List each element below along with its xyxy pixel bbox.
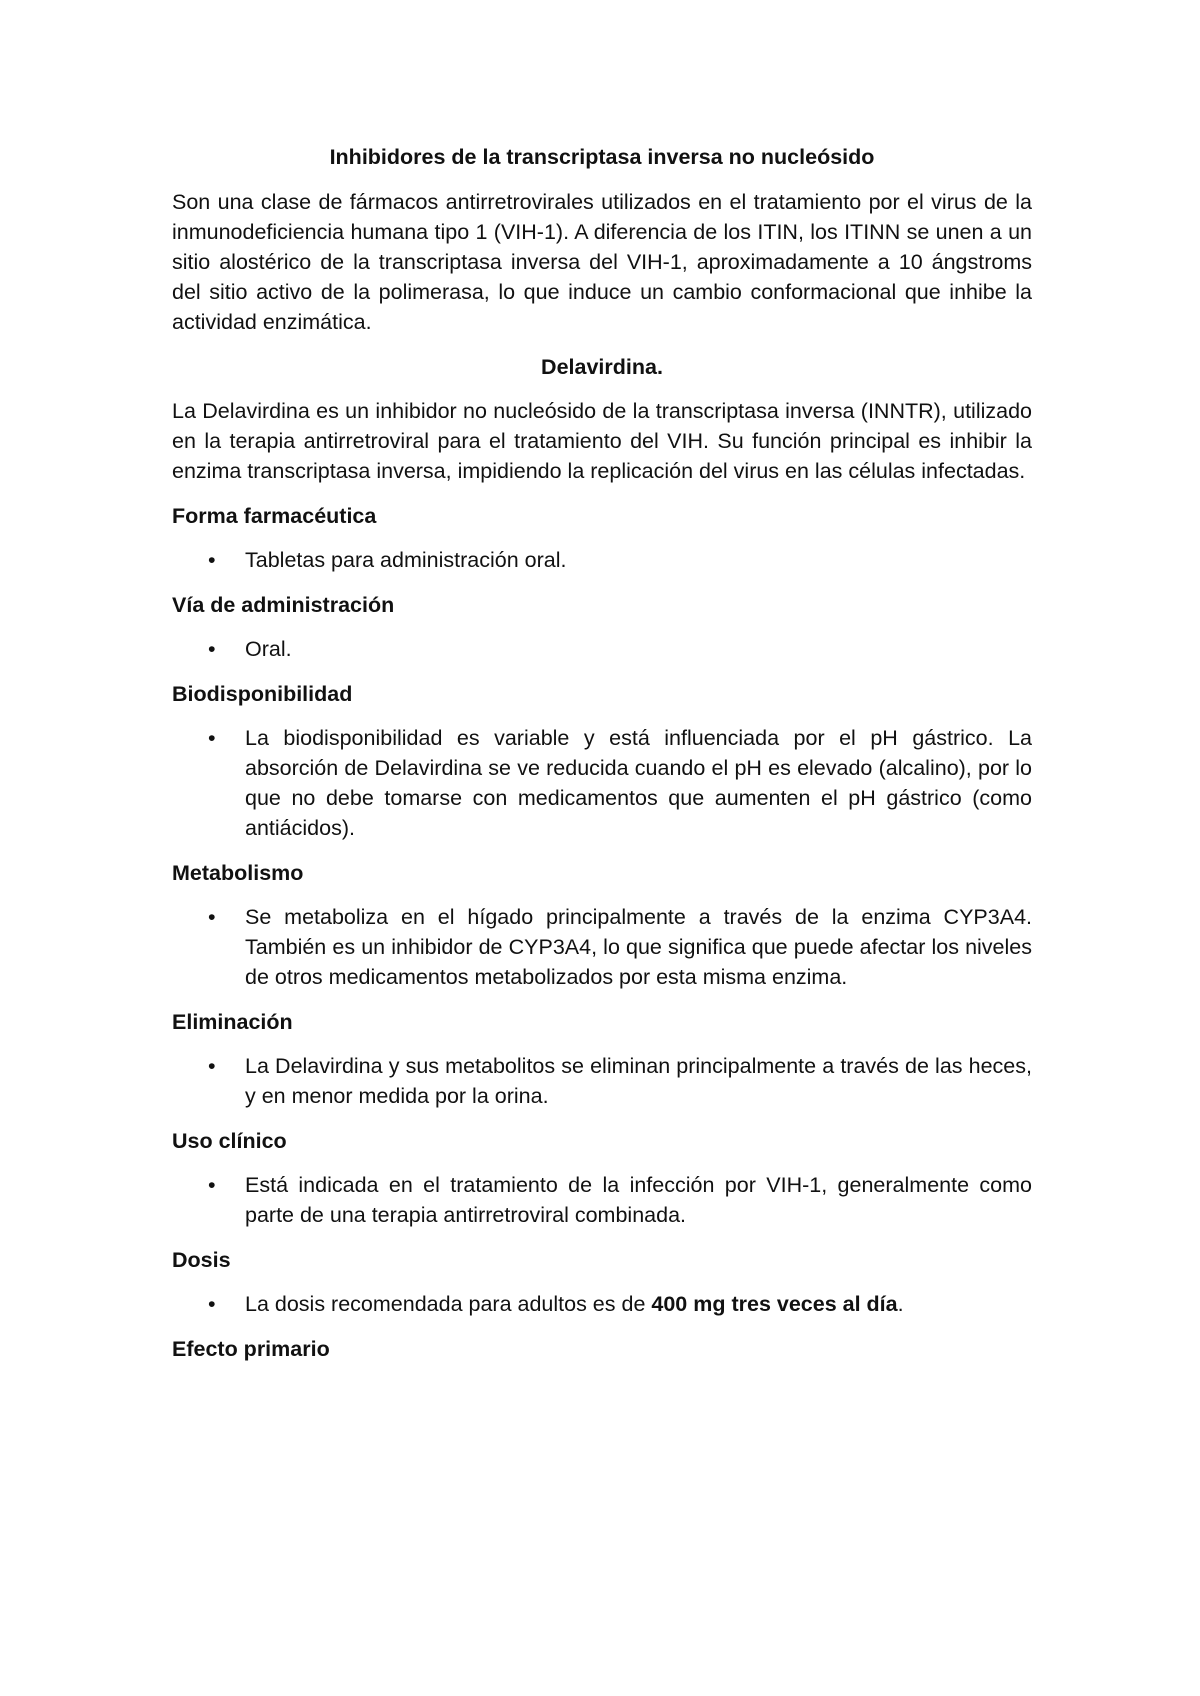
bullet-item [172, 634, 1032, 664]
bullet-icon: • [208, 726, 216, 750]
bullet-list [172, 634, 1032, 664]
drug-title: Delavirdina. [541, 355, 663, 379]
bullet-list [172, 902, 1032, 992]
bullet-text: Tabletas para administración oral. [245, 548, 567, 572]
section-heading-dosis: Dosis [172, 1248, 231, 1272]
section-heading-metabolismo: Metabolismo [172, 861, 304, 885]
bullet-icon: • [208, 1173, 216, 1197]
bullet-text [245, 1292, 904, 1316]
bullet-text: Se metaboliza en el hígado principalmente a través de la enzima CYP3A4. También es un inhibidor de CYP3A4, lo que significa que puede afectar los niveles de otros medicamentos metabolizados por esta misma enzima. [245, 905, 1032, 989]
bullet-list [172, 545, 1032, 575]
document-title: Inhibidores de la transcriptasa inversa no nucleósido [329, 145, 875, 169]
section-heading-biodisponibilidad: Biodisponibilidad [172, 682, 353, 706]
section-heading-uso-clinico: Uso clínico [172, 1129, 287, 1153]
bullet-text: Está indicada en el tratamiento de la infección por VIH-1, generalmente como parte de una terapia antirretroviral combinada. [245, 1173, 1032, 1227]
bullet-list [172, 723, 1032, 843]
bullet-text: Oral. [245, 637, 292, 661]
dose-text-prefix: La dosis recomendada para adultos es de [245, 1292, 652, 1316]
bullet-item [172, 1051, 1032, 1111]
bullet-icon: • [208, 548, 216, 572]
bullet-item [172, 902, 1032, 992]
bullet-list [172, 1170, 1032, 1230]
bullet-list [172, 1051, 1032, 1111]
section-heading-efecto-primario: Efecto primario [172, 1337, 330, 1361]
bullet-item [172, 545, 1032, 575]
section-heading-eliminacion: Eliminación [172, 1010, 293, 1034]
dose-amount: 400 mg tres veces al día [651, 1292, 898, 1316]
dose-text-suffix: . [897, 1292, 904, 1316]
drug-description: La Delavirdina es un inhibidor no nucleósido de la transcriptasa inversa (INNTR), utilizado en la terapia antirretroviral para el tratamiento del VIH. Su función principal es inhibir la enzima transcriptasa inversa, impidiendo la replicación del virus en las células infectadas. [172, 399, 1032, 483]
bullet-icon: • [208, 637, 216, 661]
bullet-icon: • [208, 1054, 216, 1078]
intro-paragraph: Son una clase de fármacos antirretrovirales utilizados en el tratamiento por el virus de la inmunodeficiencia humana tipo 1 (VIH-1). A diferencia de los ITIN, los ITINN se unen a un sitio alostérico de la transcriptasa inversa del VIH-1, aproximadamente a 10 ángstroms del sitio activo de la polimerasa, lo que induce un cambio conformacional que inhibe la actividad enzimática. [172, 190, 1032, 334]
bullet-icon: • [208, 905, 216, 929]
section-heading-via: Vía de administración [172, 593, 395, 617]
bullet-text: La biodisponibilidad es variable y está influenciada por el pH gástrico. La absorción de Delavirdina se ve reducida cuando el pH es elevado (alcalino), por lo que no debe tomarse con medicamentos que aumenten el pH gástrico (como antiácidos). [245, 726, 1032, 840]
section-heading-forma: Forma farmacéutica [172, 504, 377, 528]
bullet-text: La Delavirdina y sus metabolitos se eliminan principalmente a través de las heces, y en menor medida por la orina. [245, 1054, 1032, 1108]
bullet-item [172, 723, 1032, 843]
bullet-icon: • [208, 1292, 216, 1316]
bullet-item [172, 1170, 1032, 1230]
bullet-item [172, 1289, 1032, 1319]
document-page [172, 142, 1032, 1378]
bullet-list [172, 1289, 1032, 1319]
